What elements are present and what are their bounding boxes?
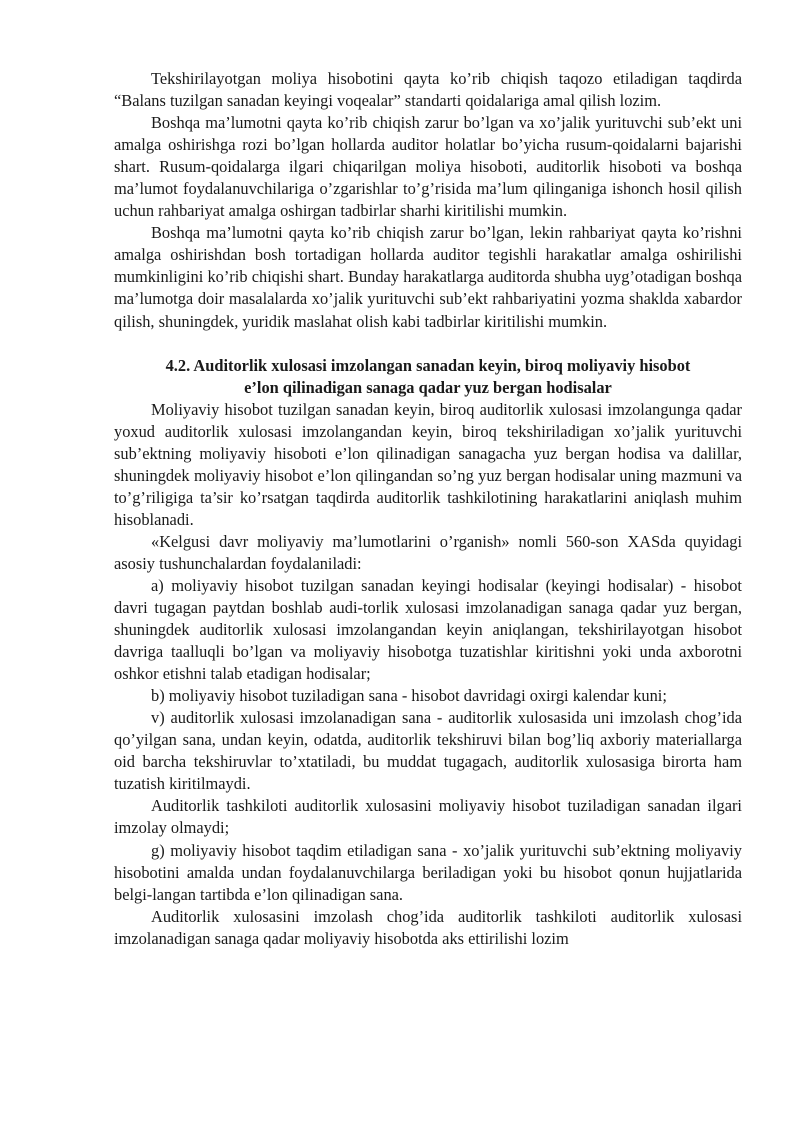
paragraph-signing-obligation: Auditorlik xulosasini imzolash chog’ida auditorlik tashkiloti auditorlik xulosasi imzolanadigan sanaga qadar moliyaviy hisobotda aks ettirilishi lozim [114, 906, 742, 948]
paragraph-management-refusal: Boshqa ma’lumotni qayta ko’rib chiqish zarur bo’lgan, lekin rahbariyat qayta ko’rishni amalga oshirishdan bosh tortadigan hollarda auditor tegishli harakatlar amalga oshirilishi mumkinligini ko’rib chiqishi shart. Bunday harakatlarga auditorda shubha uyg’otadigan boshqa ma’lumotga doir masalalarda xo’jalik yurituvchi sub’ekt rahbariyatini yozma shaklda xabardor qilish, shuningdek, yuridik maslahat olish kabi tadbirlar kiritilishi mumkin. [114, 223, 742, 331]
paragraph-signing-restriction: Auditorlik tashkiloti auditorlik xulosasini moliyaviy hisobot tuziladigan sanadan ilgari imzolay olmaydi; [114, 796, 742, 838]
paragraph-balance-standard: Tekshirilayotgan moliya hisobotini qayta ko’rib chiqish taqozo etiladigan taqdirda “Balans tuzilgan sanadan keyingi voqealar” standarti qoidalariga amal qilish lozim. [114, 69, 742, 111]
paragraph-isa-560-intro: «Kelgusi davr moliyaviy ma’lumotlarini o’rganish» nomli 560-son XASda quyidagi asosiy tushunchalardan foydalaniladi: [114, 531, 742, 573]
document-page [114, 68, 742, 950]
paragraph-definition-a: a) moliyaviy hisobot tuzilgan sanadan keyingi hodisalar (keyingi hodisalar) - hisobot davri tugagan paytdan boshlab audi-torlik xulosasi imzolanadigan sanaga qadar yuz bergan, shuningdek auditorlik xulosasi imzolangandan keyin aniqlangan, tekshirilayotgan hisobot davriga taalluqli bo’lgan va moliyaviy hisobotga tuzatishlar kiritishni yoki unda axborotni oshkor etishni talab etadigan hodisalar; [114, 575, 742, 684]
paragraph-definition-g: g) moliyaviy hisobot taqdim etiladigan sana - xo’jalik yurituvchi sub’ektning moliyaviy hisobotini amalda undan foydalanuvchilarga beriladigan yoki bu hisobot qonun hujjatlarida belgi-langan tartibda e’lon qilinadigan sana. [114, 840, 742, 904]
paragraph-definition-v: v) auditorlik xulosasi imzolanadigan sana - auditorlik xulosasida uni imzolash chog’ida qo’yilgan sana, undan keyin, odatda, auditorlik tekshiruvi bilan bog’liq axboriy materiallarga oid barcha tekshiruvlar to’xtatiladi, bu muddat tugagach, auditorlik xulosasiga birorta ham tuzatish kiritilmaydi. [114, 708, 742, 794]
section-heading-line-1: 4.2. Auditorlik xulosasi imzolangan sanadan keyin, biroq moliyaviy hisobot [165, 355, 691, 375]
section-heading-line-2: e’lon qilinadigan sanaga qadar yuz bergan hodisalar [244, 377, 612, 397]
section-heading [114, 355, 742, 399]
paragraph-review-procedures: Boshqa ma’lumotni qayta ko’rib chiqish zarur bo’lgan va xo’jalik yurituvchi sub’ekt uni amalga oshirishga rozi bo’lgan hollarda auditor holatlar bo’yicha rusum-qoidalarni bajarishi shart. Rusum-qoidalarga ilgari chiqarilgan moliya hisoboti, auditorlik hisoboti va boshqa ma’lumot foydalanuvchilariga o’zgarishlar to’g’risida ma’lum qilinganiga ishonch hosil qilish uchun rahbariyat amalga oshirgan tadbirlar sharhi kiritilishi mumkin. [114, 113, 742, 221]
paragraph-subsequent-events: Moliyaviy hisobot tuzilgan sanadan keyin, biroq auditorlik xulosasi imzolangunga qadar yoxud auditorlik xulosasi imzolangandan keyin, biroq tekshiriladigan xo’jalik yurituvchi sub’ektning moliyaviy hisoboti e’lon qilinadigan sanagacha yuz bergan hodisa va dalillar, shuningdek moliyaviy hisobot e’lon qilingandan so’ng yuz bergan hodisalar uning mazmuni va to’g’riligiga ta’sir ko’rsatgan taqdirda auditorlik tashkilotining harakatlarini aniqlash muhim hisoblanadi. [114, 399, 742, 529]
paragraph-definition-b: b) moliyaviy hisobot tuziladigan sana - hisobot davridagi oxirgi kalendar kuni; [151, 686, 667, 706]
